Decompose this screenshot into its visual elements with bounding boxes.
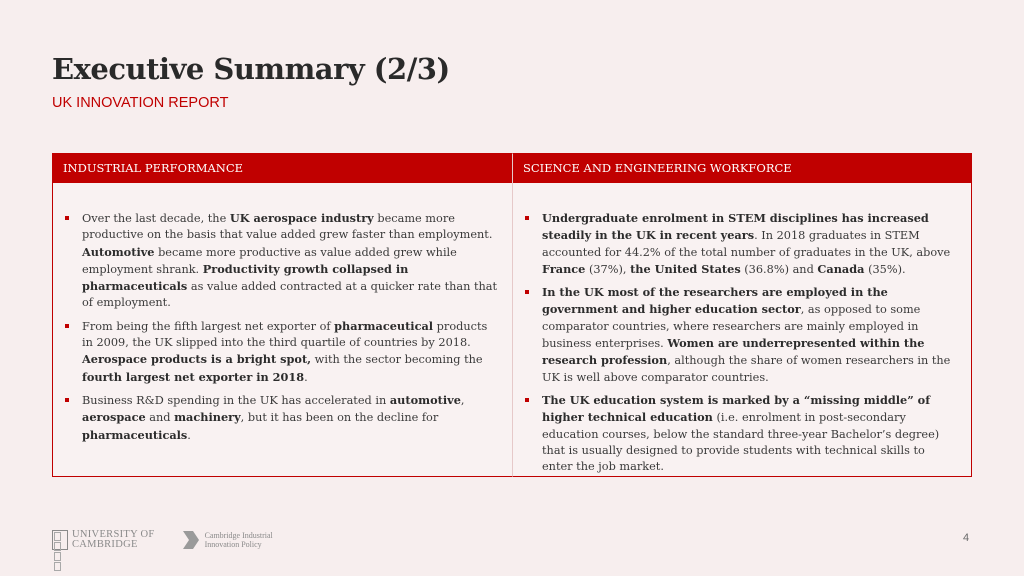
bullet-item: In the UK most of the researchers are employed in the government and higher education sector, as opposed to some comparator countries, where researchers are mainly employed in business enterprises. Women are underrepresented within the research profession, although the share of women researchers in the UK is well above comparator countries.: [525, 284, 957, 386]
university-logo: UNIVERSITY OF CAMBRIDGE: [72, 529, 155, 550]
industrial-bullet-list: [65, 210, 498, 444]
bullet-square-icon: [525, 398, 529, 402]
bullet-square-icon: [525, 290, 529, 294]
science-bullet-list: [525, 210, 957, 475]
bullet-square-icon: [65, 324, 69, 328]
panel-header-industrial: INDUSTRIAL PERFORMANCE: [53, 154, 512, 183]
panel-header-science: SCIENCE AND ENGINEERING WORKFORCE: [513, 154, 971, 183]
science-workforce-panel: [512, 153, 972, 477]
cambridge-crest-icon: [52, 530, 68, 550]
industrial-performance-panel: [52, 153, 512, 477]
page-subtitle: UK INNOVATION REPORT: [52, 95, 229, 111]
bullet-item: The UK education system is marked by a “missing middle” of higher technical education (i.e. enrolment in post-secondary education courses, below the standard three-year Bachelor’s degree) that is usually designed to provide students with technical skills to enter the job market.: [525, 392, 957, 475]
cip-chevron-icon: [181, 529, 201, 551]
cip-logo: Cambridge Industrial Innovation Policy: [204, 531, 273, 549]
footer-logos: [52, 527, 273, 553]
bullet-square-icon: [525, 216, 529, 220]
bullet-item: Undergraduate enrolment in STEM disciplines has increased steadily in the UK in recent years. In 2018 graduates in STEM accounted for 44.2% of the total number of graduates in the UK, above France (37%), the United States (36.8%) and Canada (35%).: [525, 210, 957, 278]
bullet-item: From being the fifth largest net exporter of pharmaceutical products in 2009, the UK slipped into the third quartile of countries by 2018. Aerospace products is a bright spot, with the sector becoming the fourth largest net exporter in 2018.: [65, 318, 498, 386]
page-number: 4: [963, 532, 970, 544]
bullet-item: Business R&D spending in the UK has accelerated in automotive, aerospace and machinery, but it has been on the decline for pharmaceuticals.: [65, 392, 498, 444]
page-title: Executive Summary (2/3): [52, 52, 450, 86]
bullet-item: Over the last decade, the UK aerospace industry became more productive on the basis that value added grew faster than employment. Automotive became more productive as value added grew while employment shrank. Productivity growth collapsed in pharmaceuticals as value added contracted at a quicker rate than that of employment.: [65, 210, 498, 312]
bullet-square-icon: [65, 398, 69, 402]
bullet-square-icon: [65, 216, 69, 220]
